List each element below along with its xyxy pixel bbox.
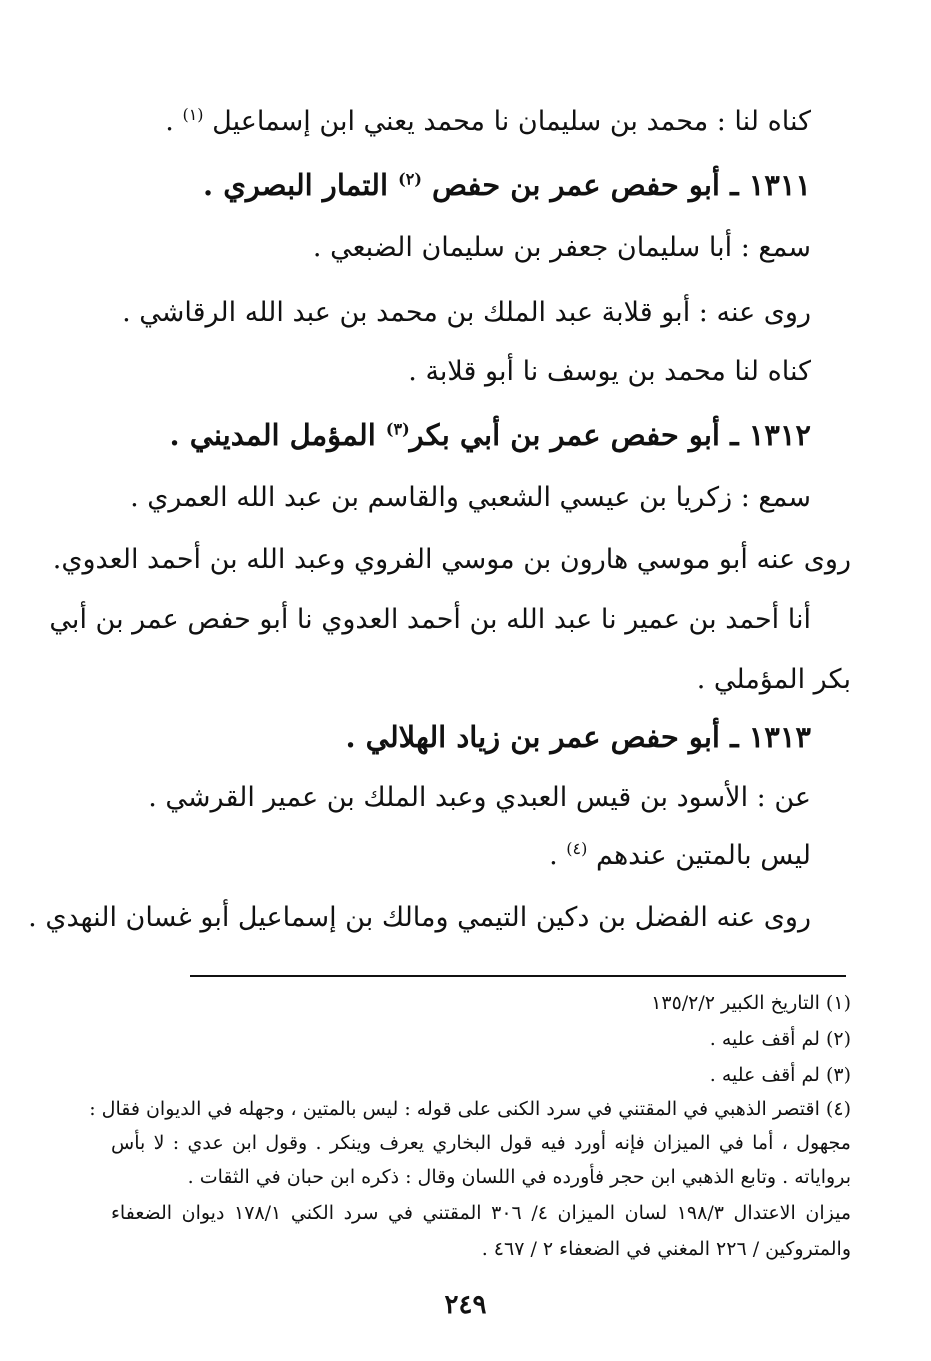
footnote-continuation: والمتروكين / ٢٢٦ المغني في الضعفاء ٢ / ٤٦٧ . [481, 1238, 851, 1260]
footnote: (١) التاريخ الكبير ١٣٥/٢/٢ [651, 992, 851, 1014]
text-line: سمع : أبا سليمان جعفر بن سليمان الضبعي . [312, 232, 811, 263]
line-text: ليس بالمتين عندهم [595, 840, 811, 871]
footnote-continuation: ميزان الاعتدال ١٩٨/٣ لسان الميزان ٤/ ٣٠٦ المقتني في سرد الكني ١٧٨/١ ديوان الضعفاء [111, 1202, 852, 1224]
line-tail: التمار البصري . [203, 168, 399, 202]
line-tail: . [165, 106, 183, 137]
text-line: روى عنه أبو موسي هارون بن موسي الفروي وعبد الله بن أحمد العدوي. [52, 544, 851, 575]
text-line: روى عنه الفضل بن دكين التيمي ومالك بن إسماعيل أبو غسان النهدي . [28, 902, 811, 933]
line-tail: المؤمل المديني . [169, 418, 386, 452]
entry-heading [111, 415, 811, 455]
footnote-ref[interactable]: (٢) [398, 169, 422, 189]
line-tail: . [549, 840, 567, 871]
text-line: أنا أحمد بن عمير نا عبد الله بن أحمد العدوي نا أبو حفص عمر بن أبي [49, 604, 811, 635]
footnote-ref[interactable]: (٣) [385, 419, 410, 439]
footnote-continuation: مجهول ، أما في الميزان فإنه أورد فيه قول البخاري يعرف وينكر . وقول ابن عدي : لا بأس [111, 1132, 851, 1154]
text-line [111, 836, 811, 876]
text-line: بكر المؤملي . [696, 664, 851, 695]
entry-heading: ١٣١٣ ـ أبو حفص عمر بن زياد الهلالي . [345, 720, 811, 754]
footnote: (٢) لم أقف عليه . [709, 1028, 851, 1050]
line-text: كناه لنا : محمد بن سليمان نا محمد يعني ابن إسماعيل [212, 106, 811, 137]
footnote-divider [190, 975, 846, 977]
text-line [111, 102, 811, 142]
footnote-continuation: برواياته . وتابع الذهبي ابن حجر فأورده في اللسان وقال : ذكره ابن حبان في الثقات . [187, 1166, 851, 1188]
text-line: روى عنه : أبو قلابة عبد الملك بن محمد بن عبد الله الرقاشي . [122, 297, 811, 328]
text-line: سمع : زكريا بن عيسي الشعبي والقاسم بن عبد الله العمري . [130, 482, 811, 513]
text-line: كناه لنا محمد بن يوسف نا أبو قلابة . [408, 356, 811, 387]
entry-heading [111, 165, 811, 205]
line-text: ١٣١٢ ـ أبو حفص عمر بن أبي بكر [409, 418, 811, 452]
line-text: ١٣١١ ـ أبو حفص عمر بن حفص [432, 168, 811, 202]
footnote-ref[interactable]: (٤) [566, 839, 588, 858]
footnote: (٣) لم أقف عليه . [709, 1064, 851, 1086]
text-line: عن : الأسود بن قيس العبدي وعبد الملك بن عمير القرشي . [148, 782, 811, 813]
page-number: ٢٤٩ [444, 1290, 487, 1320]
footnote-ref[interactable]: (١) [182, 105, 204, 124]
footnote: (٤) اقتصر الذهبي في المقتني في سرد الكنى على قوله : ليس بالمتين ، وجهله في الديوان فقال : [89, 1098, 851, 1120]
